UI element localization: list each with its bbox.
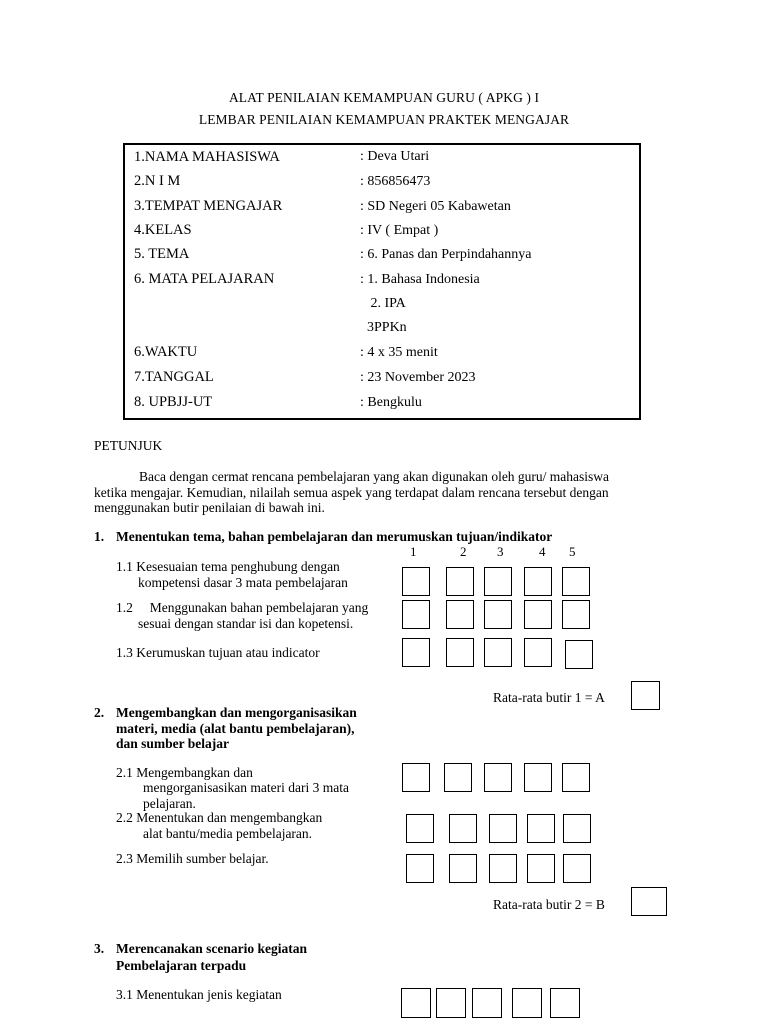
petunjuk-heading: PETUNJUK [94, 438, 163, 453]
section-3-title-line-1: Merencanakan scenario kegiatan [116, 941, 307, 956]
item-1-1-line-1: 1.1 Kesesuaian tema penghubung dengan [116, 559, 340, 574]
item-2-1-line-1: 2.1 Mengembangkan dan [116, 765, 253, 780]
section-1-title: Menentukan tema, bahan pembelajaran dan merumuskan tujuan/indikator [116, 529, 553, 544]
score-box-1-3-1[interactable] [402, 638, 430, 667]
item-2-2-line-1: 2.2 Menentukan dan mengembangkan [116, 810, 323, 825]
score-box-3-1-3[interactable] [472, 988, 502, 1018]
score-box-3-1-4[interactable] [512, 988, 542, 1018]
label-tempat: 3.TEMPAT MENGAJAR [134, 198, 283, 214]
item-1-1-line-2: kompetensi dasar 3 mata pembelajaran [138, 575, 348, 590]
value-mapel-3: 3PPKn [360, 320, 407, 335]
identity-box [123, 143, 641, 420]
item-1-2-line-1: 1.2 Menggunakan bahan pembelajaran yang [116, 600, 369, 615]
section-2-title-line-2: materi, media (alat bantu pembelajaran), [116, 721, 355, 736]
value-tema: : 6. Panas dan Perpindahannya [360, 247, 532, 262]
scale-label-1: 1 [410, 544, 417, 559]
score-box-1-3-2[interactable] [446, 638, 474, 667]
scale-label-2: 2 [460, 544, 467, 559]
score-box-1-2-2[interactable] [446, 600, 474, 629]
score-box-2-3-2[interactable] [449, 854, 477, 883]
score-box-2-3-3[interactable] [489, 854, 517, 883]
item-3-1-line-1: 3.1 Menentukan jenis kegiatan [116, 987, 282, 1002]
score-box-2-2-2[interactable] [449, 814, 477, 843]
scale-label-5: 5 [569, 544, 576, 559]
label-upbjj: 8. UPBJJ-UT [134, 394, 213, 410]
score-box-2-3-4[interactable] [527, 854, 555, 883]
average-2-label: Rata-rata butir 2 = B [493, 897, 605, 912]
section-2-number: 2. [94, 705, 105, 720]
score-box-1-3-5[interactable] [565, 640, 593, 669]
scale-label-3: 3 [497, 544, 504, 559]
scale-label-4: 4 [539, 544, 546, 559]
score-box-2-1-5[interactable] [562, 763, 590, 792]
item-2-1-line-3: pelajaran. [143, 796, 196, 811]
label-nama: 1.NAMA MAHASISWA [134, 149, 280, 165]
label-tanggal: 7.TANGGAL [134, 369, 214, 385]
value-mapel-1: : 1. Bahasa Indonesia [360, 272, 480, 287]
score-box-1-1-1[interactable] [402, 567, 430, 596]
label-mapel: 6. MATA PELAJARAN [134, 271, 275, 287]
section-1-number: 1. [94, 529, 105, 544]
average-1-box[interactable] [631, 681, 660, 710]
score-box-1-1-5[interactable] [562, 567, 590, 596]
page-title: ALAT PENILAIAN KEMAMPUAN GURU ( APKG ) I [228, 90, 540, 105]
score-box-2-3-5[interactable] [563, 854, 591, 883]
item-2-2-line-2: alat bantu/media pembelajaran. [143, 826, 313, 841]
item-1-3-line-1: 1.3 Kerumuskan tujuan atau indicator [116, 645, 320, 660]
value-kelas: : IV ( Empat ) [360, 223, 439, 238]
value-tempat: : SD Negeri 05 Kabawetan [360, 199, 511, 214]
item-1-2-line-2: sesuai dengan standar isi dan kopetensi. [138, 616, 354, 631]
score-box-2-1-2[interactable] [444, 763, 472, 792]
average-2-box[interactable] [631, 887, 667, 916]
score-box-2-1-1[interactable] [402, 763, 430, 792]
score-box-1-2-4[interactable] [524, 600, 552, 629]
value-waktu: : 4 x 35 menit [360, 345, 438, 360]
score-box-1-1-4[interactable] [524, 567, 552, 596]
score-box-2-1-3[interactable] [484, 763, 512, 792]
score-box-2-2-3[interactable] [489, 814, 517, 843]
value-tanggal: : 23 November 2023 [360, 370, 476, 385]
score-box-2-3-1[interactable] [406, 854, 434, 883]
score-box-3-1-1[interactable] [401, 988, 431, 1018]
value-nim: : 856856473 [360, 174, 431, 189]
score-box-1-2-1[interactable] [402, 600, 430, 629]
item-2-1-line-2: mengorganisasikan materi dari 3 mata [143, 780, 349, 795]
petunjuk-line-1: Baca dengan cermat rencana pembelajaran yang akan digunakan oleh guru/ mahasiswa [139, 469, 610, 484]
score-box-1-2-5[interactable] [562, 600, 590, 629]
score-box-1-3-3[interactable] [484, 638, 512, 667]
score-box-2-1-4[interactable] [524, 763, 552, 792]
score-box-1-1-2[interactable] [446, 567, 474, 596]
label-tema: 5. TEMA [134, 246, 190, 262]
score-box-3-1-2[interactable] [436, 988, 466, 1018]
value-upbjj: : Bengkulu [360, 395, 422, 410]
section-2-title-line-1: Mengembangkan dan mengorganisasikan [116, 705, 357, 720]
score-box-1-3-4[interactable] [524, 638, 552, 667]
average-1-label: Rata-rata butir 1 = A [493, 690, 605, 705]
score-box-3-1-5[interactable] [550, 988, 580, 1018]
section-3-number: 3. [94, 941, 105, 956]
value-nama: : Deva Utari [360, 149, 430, 164]
label-waktu: 6.WAKTU [134, 344, 198, 360]
score-box-2-2-1[interactable] [406, 814, 434, 843]
section-2-title-line-3: dan sumber belajar [116, 736, 230, 751]
score-box-1-1-3[interactable] [484, 567, 512, 596]
petunjuk-line-3: menggunakan butir penilaian di bawah ini. [94, 500, 325, 515]
score-box-2-2-5[interactable] [563, 814, 591, 843]
label-nim: 2.N I M [134, 173, 181, 189]
score-box-1-2-3[interactable] [484, 600, 512, 629]
petunjuk-line-2: ketika mengajar. Kemudian, nilailah semua aspek yang terdapat dalam rencana tersebut dengan [94, 485, 609, 500]
page-subtitle: LEMBAR PENILAIAN KEMAMPUAN PRAKTEK MENGAJAR [198, 112, 570, 127]
label-kelas: 4.KELAS [134, 222, 192, 238]
value-mapel-2: 2. IPA [360, 296, 406, 311]
section-3-title-line-2: Pembelajaran terpadu [116, 958, 247, 973]
item-2-3-line-1: 2.3 Memilih sumber belajar. [116, 851, 269, 866]
score-box-2-2-4[interactable] [527, 814, 555, 843]
